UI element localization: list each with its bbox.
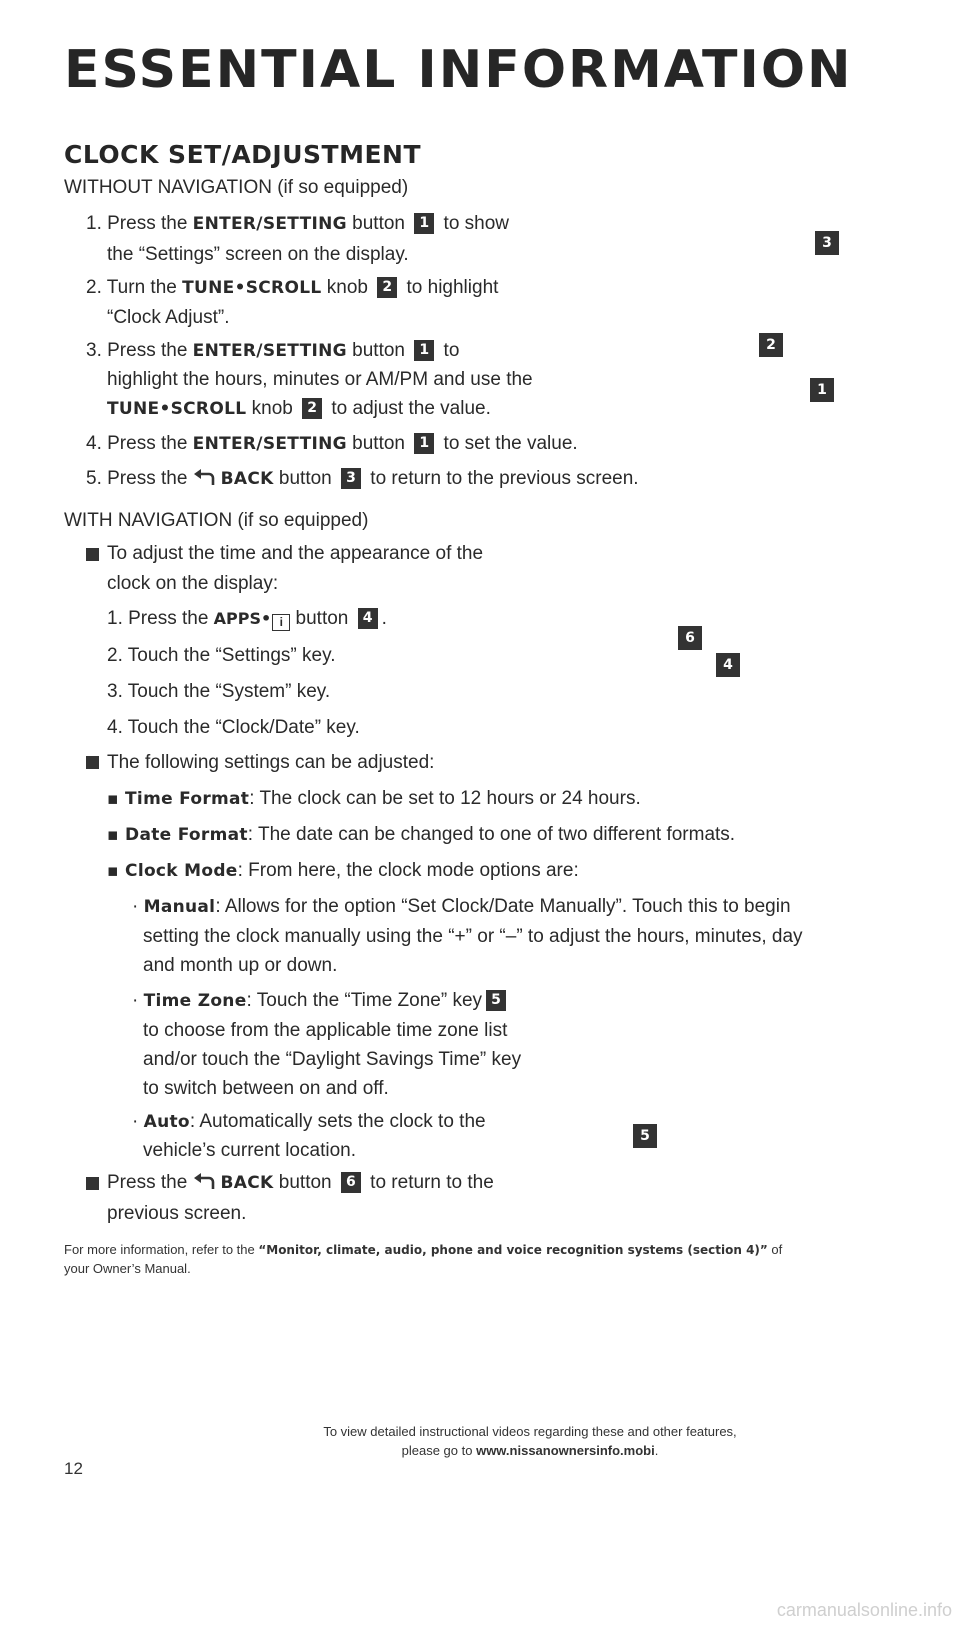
step-text: 4. Press the	[86, 433, 193, 454]
mode-time-zone-line-3: and/or touch the “Daylight Savings Time” key	[143, 1049, 522, 1070]
footer-text: please go to	[401, 1443, 477, 1458]
nav-step-2: 2. Touch the “Settings” key.	[107, 645, 336, 666]
step-text: to show	[438, 213, 510, 234]
section-title: CLOCK SET/ADJUSTMENT	[64, 140, 422, 169]
setting-clock-mode	[107, 860, 579, 882]
step-3-line-3	[107, 398, 491, 420]
setting-time-format	[107, 788, 641, 810]
apps-button-name: APPS•	[213, 609, 272, 628]
image-callout-2: 2	[759, 333, 783, 357]
step-2-line-2: “Clock Adjust”.	[107, 307, 230, 328]
step-text: button	[273, 1172, 337, 1193]
step-text: to adjust the value.	[326, 398, 491, 419]
step-text: Press the	[107, 1172, 193, 1193]
sub-bullet: ·	[132, 896, 144, 917]
with-nav-heading: WITH NAVIGATION (if so equipped)	[64, 510, 369, 531]
bullet-2: The following settings can be adjusted:	[107, 752, 435, 773]
callout-badge: 2	[302, 398, 322, 419]
footnote-text: For more information, refer to the	[64, 1242, 259, 1257]
step-text: 3. Press the	[86, 340, 193, 361]
step-text: button	[346, 433, 411, 454]
setting-desc: : The date can be changed to one of two different formats.	[247, 824, 736, 845]
mode-name: Auto	[143, 1112, 190, 1132]
step-3-line-2: highlight the hours, minutes or AM/PM and use the	[107, 369, 533, 390]
mode-time-zone	[132, 990, 510, 1012]
callout-badge: 5	[486, 990, 506, 1011]
bullet-1-line-2: clock on the display:	[107, 573, 279, 594]
step-text: to set the value.	[438, 433, 578, 454]
button-name: BACK	[220, 469, 274, 489]
step-text: 1. Press the	[107, 608, 214, 629]
callout-badge: 1	[414, 433, 434, 454]
button-name: ENTER/SETTING	[192, 434, 347, 454]
step-text: knob	[321, 277, 374, 298]
image-callout-6: 6	[678, 626, 702, 650]
without-nav-heading: WITHOUT NAVIGATION (if so equipped)	[64, 177, 409, 198]
bullet-1-line-1: To adjust the time and the appearance of the	[107, 543, 484, 564]
step-text: 2. Turn the	[86, 277, 183, 298]
back-arrow-icon	[193, 1173, 217, 1197]
bullet-square-icon	[86, 756, 99, 769]
mode-time-zone-line-2: to choose from the applicable time zone list	[143, 1020, 508, 1041]
image-callout-1: 1	[810, 378, 834, 402]
mode-name: Manual	[143, 897, 216, 917]
page-title: ESSENTIAL INFORMATION	[64, 40, 853, 100]
setting-name: ▪ Clock Mode	[107, 861, 238, 881]
callout-badge: 3	[341, 468, 361, 489]
bullet-square-icon	[86, 1177, 99, 1190]
website-link[interactable]: www.nissanownersinfo.mobi	[476, 1443, 655, 1458]
step-text: 5. Press the	[86, 468, 193, 489]
step-text: 1. Press the	[86, 213, 193, 234]
footer-line-1: To view detailed instructional videos regarding these and other features,	[323, 1424, 737, 1439]
step-text: to highlight	[401, 277, 499, 298]
mode-manual-line-2: setting the clock manually using the “+” or “–” to adjust the hours, minutes, day	[143, 926, 803, 947]
footnote-text: of	[767, 1242, 783, 1257]
page-number: 12	[64, 1459, 83, 1478]
step-text: to return to the	[364, 1172, 494, 1193]
callout-badge: 1	[414, 213, 434, 234]
bullet-3	[107, 1172, 494, 1197]
sub-bullet: ·	[132, 990, 144, 1011]
setting-desc: : From here, the clock mode options are:	[237, 860, 579, 881]
info-icon: i	[272, 614, 290, 631]
sub-bullet: ·	[132, 1111, 144, 1132]
mode-manual	[132, 896, 791, 918]
setting-desc: : The clock can be set to 12 hours or 24 hours.	[249, 788, 641, 809]
step-text: button	[346, 340, 411, 361]
setting-name: ▪ Date Format	[107, 825, 248, 845]
callout-badge: 6	[341, 1172, 361, 1193]
mode-manual-line-3: and month up or down.	[143, 955, 338, 976]
footnote-reference: “Monitor, climate, audio, phone and voice recognition systems (section 4)”	[258, 1243, 768, 1257]
setting-date-format	[107, 824, 735, 846]
step-3	[86, 340, 459, 362]
footnote-line-2: your Owner’s Manual.	[64, 1261, 191, 1276]
knob-name: TUNE•SCROLL	[182, 278, 322, 298]
mode-desc: : Allows for the option “Set Clock/Date Manually”. Touch this to begin	[215, 896, 791, 917]
nav-step-1	[107, 608, 387, 631]
mode-auto	[132, 1111, 486, 1133]
nav-step-4: 4. Touch the “Clock/Date” key.	[107, 717, 360, 738]
callout-badge: 4	[358, 608, 378, 629]
knob-name: TUNE•SCROLL	[107, 399, 247, 419]
step-text: button	[346, 213, 411, 234]
back-arrow-icon	[193, 469, 217, 493]
footer-line-2	[230, 1443, 830, 1458]
footnote	[64, 1242, 782, 1257]
step-text: to return to the previous screen.	[365, 468, 639, 489]
step-text: button	[273, 468, 338, 489]
step-4	[86, 433, 578, 455]
setting-name: ▪ Time Format	[107, 789, 250, 809]
button-name: BACK	[220, 1173, 274, 1193]
watermark: carmanualsonline.info	[776, 1600, 952, 1620]
step-5	[86, 468, 639, 493]
mode-desc: : Touch the “Time Zone” key	[246, 990, 483, 1011]
image-callout-3: 3	[815, 231, 839, 255]
mode-auto-line-2: vehicle’s current location.	[143, 1140, 356, 1161]
bullet-square-icon	[86, 548, 99, 561]
button-name: ENTER/SETTING	[192, 341, 347, 361]
image-callout-5: 5	[633, 1124, 657, 1148]
step-1-line-2: the “Settings” screen on the display.	[107, 244, 409, 265]
step-text: knob	[246, 398, 299, 419]
mode-time-zone-line-4: to switch between on and off.	[143, 1078, 389, 1099]
button-name: ENTER/SETTING	[192, 214, 347, 234]
mode-name: Time Zone	[143, 991, 247, 1011]
footer-text: .	[654, 1443, 659, 1458]
bullet-3-line-2: previous screen.	[107, 1203, 247, 1224]
nav-step-3: 3. Touch the “System” key.	[107, 681, 331, 702]
step-1	[86, 213, 509, 235]
callout-badge: 2	[377, 277, 397, 298]
callout-badge: 1	[414, 340, 434, 361]
step-text: .	[381, 608, 387, 629]
step-2	[86, 277, 498, 299]
step-text: to	[438, 340, 460, 361]
mode-desc: : Automatically sets the clock to the	[189, 1111, 486, 1132]
image-callout-4: 4	[716, 653, 740, 677]
step-text: button	[290, 608, 354, 629]
